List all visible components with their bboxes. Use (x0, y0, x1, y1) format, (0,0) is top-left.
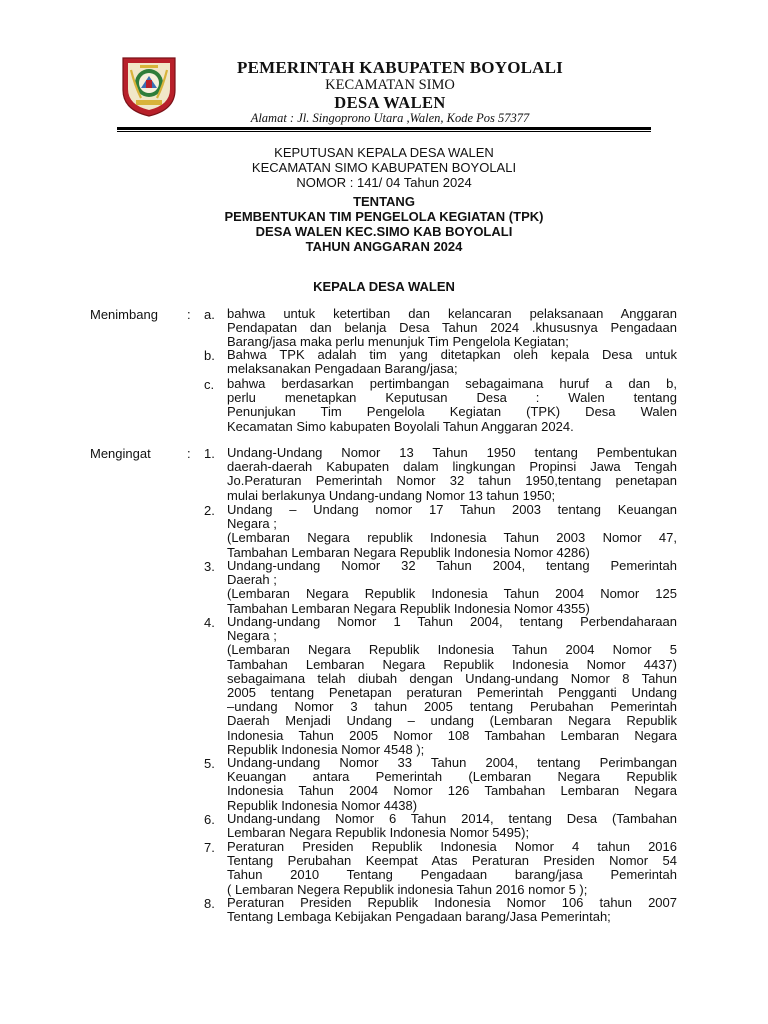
mengingat-item-line: Tentang Perubahan Keempat Atas Peraturan Presiden Nomor 54 (227, 853, 677, 869)
menimbang-item-line: Penunjukan Tim Pengelola Kegiatan (TPK) Desa Walen (227, 404, 677, 420)
decree-number: NOMOR : 141/ 04 Tahun 2024 (296, 175, 472, 190)
boyolali-crest-icon (119, 56, 179, 118)
mengingat-item-line: Negara ; (227, 628, 277, 644)
mengingat-item (227, 559, 677, 616)
mengingat-item-line: Undang-undang Nomor 33 Tahun 2004, tentang Perimbangan (227, 755, 677, 770)
mengingat-item-marker: 8. (204, 896, 215, 911)
decree-subject-line-3: TAHUN ANGGARAN 2024 (305, 239, 463, 254)
menimbang-label: Menimbang (90, 307, 158, 322)
mengingat-item-line: ( Lembaran Negera Republik indonesia Tahun 2016 nomor 5 ); (227, 881, 588, 897)
mengingat-item (227, 446, 677, 503)
mengingat-item (227, 756, 677, 813)
menimbang-item-line: bahwa berdasarkan pertimbangan sebagaimana huruf a dan b, (227, 376, 677, 391)
mengingat-item-marker: 6. (204, 812, 215, 827)
decree-subject-line-1: PEMBENTUKAN TIM PENGELOLA KEGIATAN (TPK) (224, 209, 544, 224)
mengingat-item-line: Republik Indonesia Nomor 4548 ); (227, 741, 425, 757)
menimbang-item-line: perlu menetapkan Keputusan Desa : Walen tentang (227, 390, 677, 406)
mengingat-item-marker: 7. (204, 840, 215, 855)
decree-about-label: TENTANG (353, 194, 415, 209)
mengingat-item (227, 503, 677, 560)
mengingat-item-marker: 4. (204, 615, 215, 630)
menimbang-colon: : (187, 307, 191, 322)
mengingat-colon: : (187, 446, 191, 461)
mengingat-item-line: Tambahan Lembaran Negara Republik Indonesia Nomor 4355) (227, 600, 590, 616)
mengingat-item-line: Tahun 2010 Tentang Pengadaan barang/jasa Pemerintah (227, 867, 677, 883)
menimbang-item-line: Bahwa TPK adalah tim yang ditetapkan oleh kepala Desa untuk (227, 347, 677, 362)
mengingat-item-line: Undang-Undang Nomor 13 Tahun 1950 tentang Pembentukan (227, 445, 677, 460)
decree-title: KEPUTUSAN KEPALA DESA WALEN (274, 145, 494, 160)
mengingat-item-line: Undang-undang Nomor 1 Tahun 2004, tentang Perbendaharaan (227, 614, 677, 629)
menimbang-item-line: Pendapatan dan belanja Desa Tahun 2024 .khususnya Pengadaan (227, 320, 677, 336)
menimbang-item-marker: c. (204, 377, 215, 392)
mengingat-item-line: (Lembaran Negara republik Indonesia Tahun 2003 Nomor 47, (227, 530, 677, 546)
decree-subject (0, 194, 768, 254)
mengingat-item (227, 615, 677, 757)
mengingat-item-line: Tambahan Lembaran Negara Republik Indonesia Nomor 4437) (227, 656, 677, 672)
mengingat-item-line: Daerah ; (227, 572, 277, 588)
letterhead-divider-thin (117, 131, 651, 132)
mengingat-item-line: sebagaimana telah diubah dengan Undang-undang Nomor 8 Tahun (227, 670, 677, 686)
menimbang-item (227, 377, 677, 434)
letterhead-government: PEMERINTAH KABUPATEN BOYOLALI (237, 58, 563, 77)
mengingat-label: Mengingat (90, 446, 151, 461)
mengingat-item-line: daerah-daerah Kabupaten dalam lingkungan Propinsi Jawa Tengah (227, 459, 677, 475)
menimbang-item (227, 348, 677, 376)
mengingat-item-line: Tentang Lembaga Kebijakan Pengadaan barang/Jasa Pemerintah; (227, 909, 611, 925)
letterhead-district: KECAMATAN SIMO (325, 77, 455, 93)
mengingat-item-line: mulai berlakunya Undang-undang Nomor 13 tahun 1950; (227, 487, 556, 503)
mengingat-item-line: Keuangan antara Pemerintah (Lembaran Negara Republik (227, 769, 677, 785)
mengingat-item-line: Undang – Undang nomor 17 Tahun 2003 tentang Keuangan (227, 502, 677, 517)
decree-jurisdiction: KECAMATAN SIMO KABUPATEN BOYOLALI (251, 160, 517, 175)
decree-subject-line-2: DESA WALEN KEC.SIMO KAB BOYOLALI (255, 224, 513, 239)
menimbang-item-line: Kecamatan Simo kabupaten Boyolali Tahun Anggaran 2024. (227, 418, 574, 434)
letterhead-village: DESA WALEN (334, 93, 446, 112)
mengingat-item-line: Undang-undang Nomor 32 Tahun 2004, tentang Pemerintah (227, 558, 677, 573)
menimbang-item-marker: a. (204, 307, 215, 322)
mengingat-item-line: Daerah Menjadi Undang – undang (Lembaran Negara Republik (227, 713, 677, 729)
mengingat-item-line: Peraturan Presiden Republik Indonesia Nomor 4 tahun 2016 (227, 839, 677, 854)
letterhead-address: Alamat : Jl. Singoprono Utara ,Walen, Kode Pos 57377 (250, 111, 530, 125)
mengingat-item-line: Undang-undang Nomor 6 Tahun 2014, tentang Desa (Tambahan (227, 811, 677, 826)
mengingat-item-marker: 1. (204, 446, 215, 461)
mengingat-item-line: 2005 tentang Penetapan peraturan Pemerintah Pengganti Undang (227, 684, 677, 700)
mengingat-item-line: Jo.Peraturan Pemerintah Nomor 32 tahun 1950,tentang penetapan (227, 473, 677, 489)
mengingat-item-line: Indonesia Tahun 2005 Nomor 108 Tambahan Lembaran Negara (227, 727, 677, 743)
mengingat-item-line: Republik Indonesia Nomor 4438) (227, 797, 418, 813)
menimbang-item-line: melaksanakan Pengadaan Barang/jasa; (227, 361, 458, 377)
mengingat-item (227, 896, 677, 924)
mengingat-item-line: Negara ; (227, 516, 277, 532)
mengingat-item-marker: 3. (204, 559, 215, 574)
mengingat-item-marker: 2. (204, 503, 215, 518)
menimbang-item (227, 307, 677, 350)
mengingat-item-line: Lembaran Negara Republik Indonesia Nomor 5495); (227, 825, 530, 841)
mengingat-item-line: –undang Nomor 3 tahun 2005 tentang Perubahan Pemerintah (227, 699, 677, 715)
letterhead-divider (117, 127, 651, 130)
mengingat-item-line: (Lembaran Negara Republik Indonesia Tahun 2004 Nomor 5 (227, 642, 677, 658)
menimbang-item-marker: b. (204, 348, 215, 363)
decree-heading (0, 145, 768, 190)
menimbang-item-line: Barang/jasa maka perlu menunjuk Tim Pengelola Kegiatan; (227, 334, 569, 350)
menimbang-item-line: bahwa untuk ketertiban dan kelancaran pelaksanaan Anggaran (227, 306, 677, 321)
mengingat-item (227, 840, 677, 897)
mengingat-item-line: (Lembaran Negara Republik Indonesia Tahun 2004 Nomor 125 (227, 586, 677, 602)
mengingat-item-line: Peraturan Presiden Republik Indonesia Nomor 106 tahun 2007 (227, 895, 677, 910)
mengingat-item-marker: 5. (204, 756, 215, 771)
decree-authority-title: KEPALA DESA WALEN (313, 279, 455, 294)
mengingat-item (227, 812, 677, 840)
mengingat-item-line: Indonesia Tahun 2004 Nomor 126 Tambahan Lembaran Negara (227, 783, 677, 799)
decree-authority (0, 279, 768, 294)
mengingat-item-line: Tambahan Lembaran Negara Republik Indonesia Nomor 4286) (227, 544, 590, 560)
